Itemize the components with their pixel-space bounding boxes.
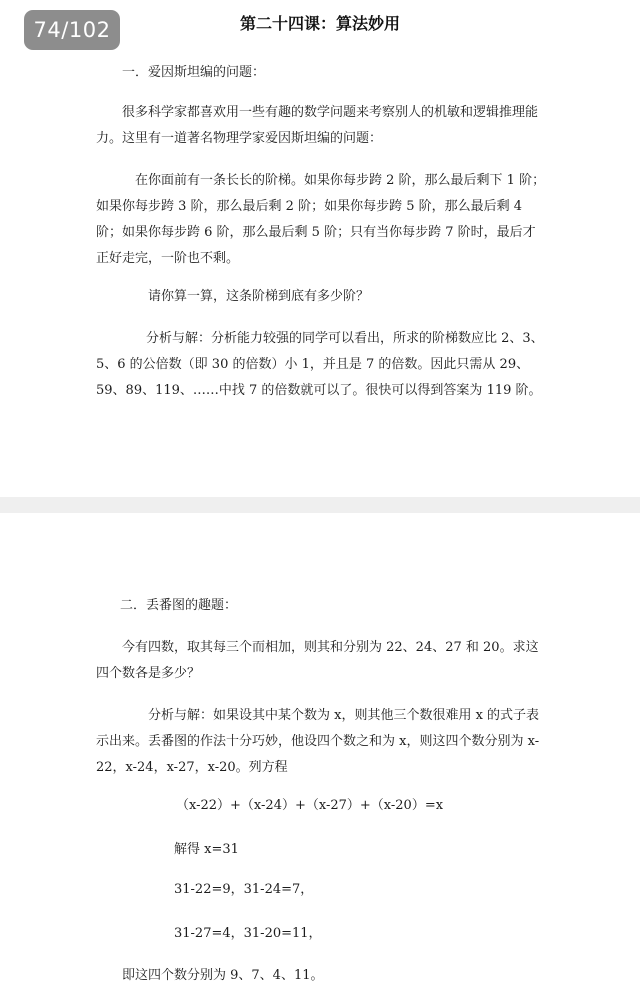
analysis-paragraph: 分析与解：分析能力较强的同学可以看出，所求的阶梯数应比 2、3、5、6 的公倍数（即 30 的倍数）小 1，并且是 7 的倍数。因此只需从 29、59、89、119、……中找 7 的倍数就可以了。很快可以得到答案为 119 阶。: [96, 331, 544, 398]
intro-paragraph: 很多科学家都喜欢用一些有趣的数学问题来考察别人的机敏和逻辑推理能力。这里有一道著名物理学家爱因斯坦编的问题：: [96, 105, 539, 146]
section-2-heading: 二．丢番图的趣题：: [120, 598, 238, 613]
calculation-line-1: 31-22=9，31-24=7，: [174, 882, 314, 897]
analysis-2-paragraph: 分析与解：如果设其中某个数为 x，则其他三个数很难用 x 的式子表示出来。丢番图的作法十分巧妙，他设四个数之和为 x，则这四个数分别为 x-22，x-24，x-27，x-20。列方程: [96, 708, 540, 775]
answer-line: 即这四个数分别为 9、7、4、11。: [122, 968, 324, 983]
lesson-title: 第二十四课：算法妙用: [239, 14, 400, 33]
problem-2-paragraph: 今有四数，取其每三个而相加，则其和分别为 22、24、27 和 20。求这四个数各是多少？: [96, 640, 539, 681]
page-separator: [0, 497, 640, 513]
problem-paragraph: 在你面前有一条长长的阶梯。如果你每步跨 2 阶，那么最后剩下 1 阶；如果你每步跨 3 阶，那么最后剩 2 阶；如果你每步跨 5 阶，那么最后剩 4 阶；如果你每步跨 6 阶，那么最后剩 5 阶；只有当你每步跨 7 阶时，最后才正好走完，一阶也不剩。: [96, 173, 546, 266]
calculation-line-2: 31-27=4，31-20=11，: [174, 926, 322, 941]
solution-line: 解得 x=31: [174, 842, 239, 857]
question-paragraph: 请你算一算，这条阶梯到底有多少阶？: [148, 289, 370, 304]
page-counter-badge[interactable]: 74/102: [24, 10, 120, 50]
equation-line: （x-22）+（x-24）+（x-27）+（x-20）=x: [176, 798, 444, 813]
document-page-2: [0, 513, 640, 997]
section-1-heading: 一．爱因斯坦编的问题：: [122, 65, 266, 80]
document-page-1: [0, 0, 640, 497]
